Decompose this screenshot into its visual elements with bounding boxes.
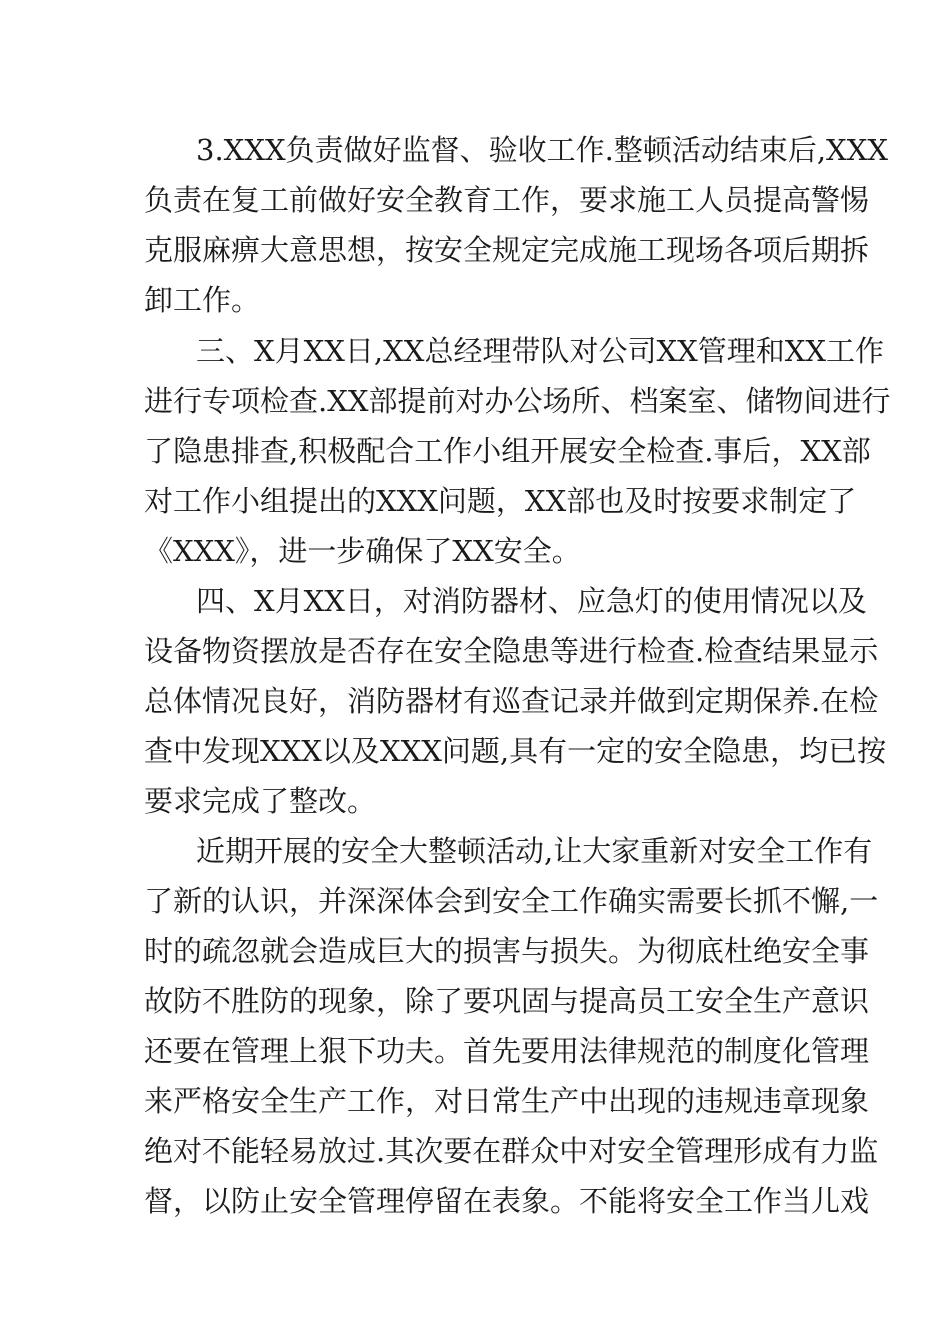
text-line: 了新的认识，并深深体会到安全工作确实需要长抓不懈,一 xyxy=(144,884,879,918)
text-line: 卸工作。 xyxy=(144,283,261,317)
text-line: 来严格安全生产工作，对日常生产中出现的违规违章现象 xyxy=(144,1084,870,1118)
text-line: 了隐患排查,积极配合工作小组开展安全检查.事后，XX部 xyxy=(144,434,871,468)
text-line: 设备物资摆放是否存在安全隐患等进行检查.检查结果显示 xyxy=(144,634,879,668)
text-line: 绝对不能轻易放过.其次要在群众中对安全管理形成有力监 xyxy=(144,1134,879,1168)
text-line: 3.XXX负责做好监督、验收工作.整顿活动结束后,XXX xyxy=(196,133,888,167)
text-line: 查中发现XXX以及XXX问题,具有一定的安全隐患，均已按 xyxy=(144,734,887,768)
text-line: 负责在复工前做好安全教育工作，要求施工人员提高警惕 xyxy=(144,183,870,217)
text-line: 时的疏忽就会造成巨大的损害与损失。为彻底杜绝安全事 xyxy=(144,934,870,968)
text-line: 故防不胜防的现象，除了要巩固与提高员工安全生产意识 xyxy=(144,984,870,1018)
text-line: 还要在管理上狠下功夫。首先要用法律规范的制度化管理 xyxy=(144,1034,870,1068)
text-line: 对工作小组提出的XXX问题，XX部也及时按要求制定了 xyxy=(144,484,857,518)
text-line: 《XXX》，进一步确保了XX安全。 xyxy=(144,534,581,568)
text-line: 进行专项检查.XX部提前对办公场所、档案室、储物间进行 xyxy=(144,384,891,418)
text-line: 近期开展的安全大整顿活动,让大家重新对安全工作有 xyxy=(196,834,873,868)
text-line: 四、X月XX日，对消防器材、应急灯的使用情况以及 xyxy=(196,584,867,618)
text-line: 要求完成了整改。 xyxy=(144,784,377,818)
text-line: 督，以防止安全管理停留在表象。不能将安全工作当儿戏 xyxy=(144,1184,870,1218)
text-line: 三、X月XX日,XX总经理带队对公司XX管理和XX工作 xyxy=(196,334,885,368)
text-line: 总体情况良好，消防器材有巡查记录并做到定期保养.在检 xyxy=(144,684,879,718)
text-line: 克服麻痹大意思想，按安全规定完成施工现场各项后期拆 xyxy=(144,233,870,267)
